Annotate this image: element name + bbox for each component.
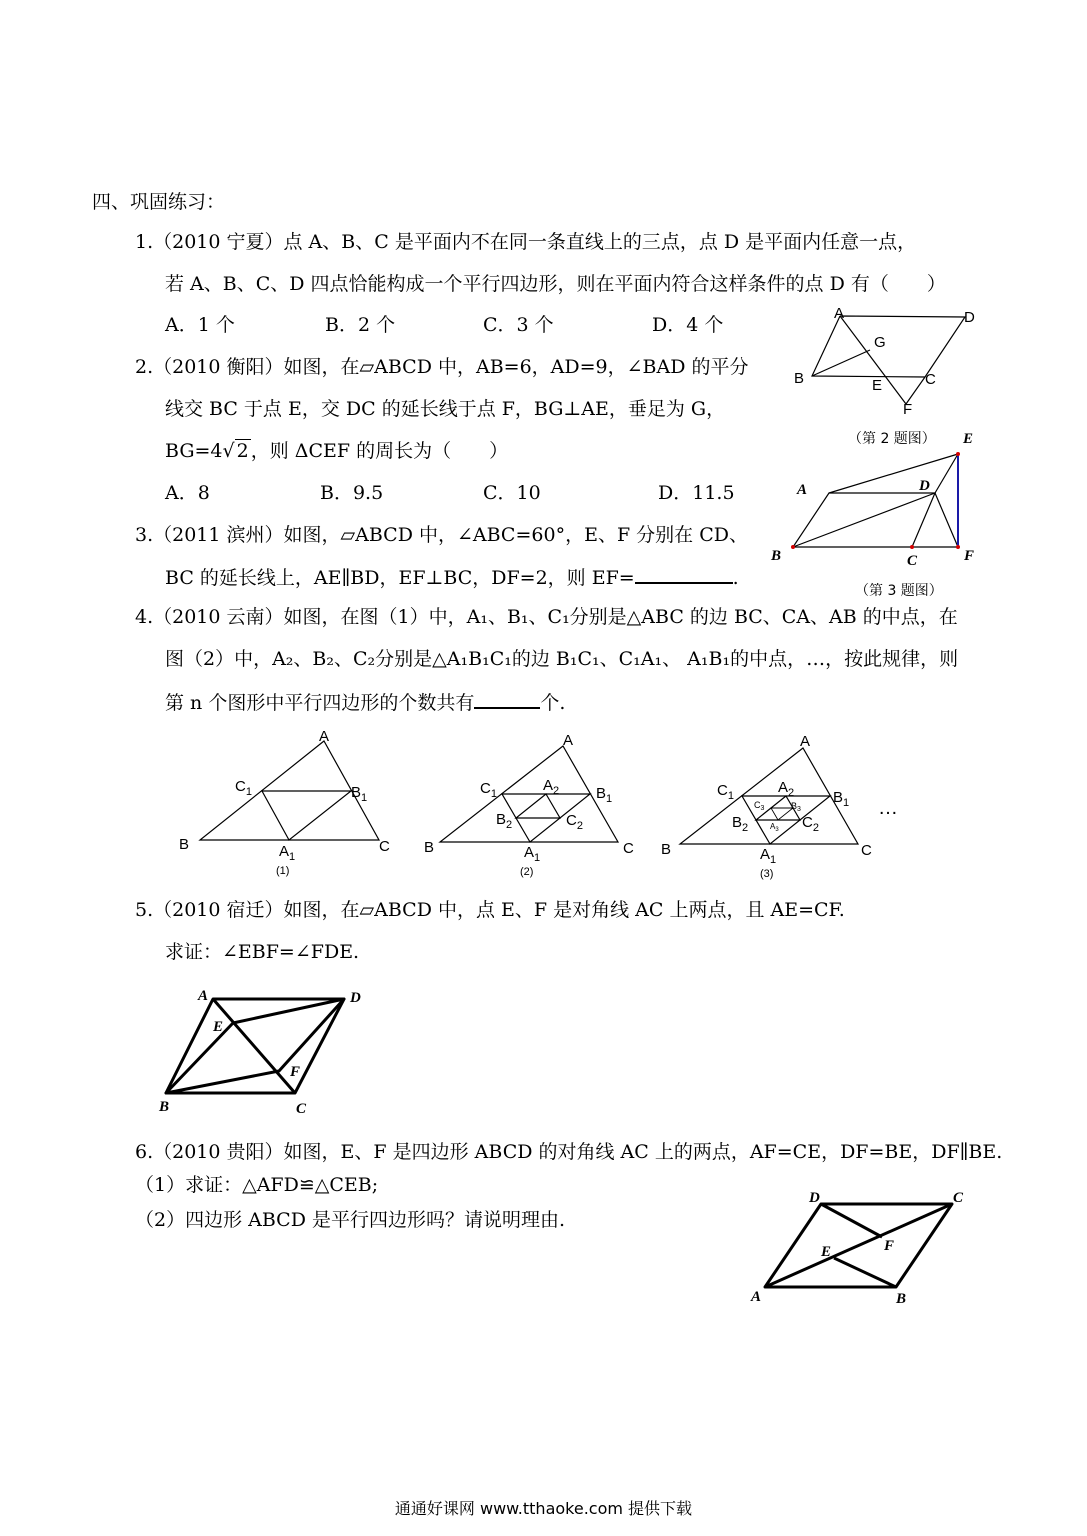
q6-segment-df: [821, 1204, 882, 1237]
q1-line2: 若 A、B、C、D 四点恰能构成一个平行四边形，则在平面内符合这样条件的点 D 有（ ）: [165, 273, 946, 295]
q5-line1: 5.（2010 宿迁）如图，在▱ABCD 中，点 E、F 是对角线 AC 上两点，且 AE=CF.: [135, 899, 845, 921]
q4-fig1-label-a: A: [319, 728, 330, 745]
q4-fig1-label-b1: $B_1$: [351, 784, 368, 804]
q4-fig2-label-a2: $A_2$: [543, 777, 560, 797]
q4-fig2-inner-triangle: [516, 794, 560, 818]
q4-fig3-label-b2: $B_2$: [732, 814, 749, 834]
q4-fig3-innermost-triangle: [771, 808, 793, 820]
q2-option-b: B．9.5: [320, 482, 384, 504]
q4-fig2-label-b2: $B_2$: [496, 811, 513, 831]
q3-point-b: [791, 545, 795, 549]
q6-label-b: B: [896, 1291, 907, 1307]
q5-label-d: D: [350, 990, 361, 1006]
q4-fig2-label-a: A: [563, 732, 574, 749]
q5-label-a: A: [198, 988, 209, 1004]
q3-line2-end: .: [732, 567, 739, 589]
q3-label-a: A: [797, 482, 808, 498]
q4-fig2-caption: (2): [520, 866, 534, 878]
q6-line1: 6.（2010 贵阳）如图，E、F 是四边形 ABCD 的对角线 AC 上的两点，AF=CE，DF=BE，DF∥BE.: [135, 1141, 1003, 1163]
q2-label-f: F: [903, 401, 913, 418]
q4-ellipsis: …: [878, 797, 898, 819]
q5-figure: [155, 980, 375, 1120]
q6-figure: [745, 1180, 980, 1315]
q4-line3-end: 个.: [540, 692, 566, 714]
q4-figure-3: [660, 730, 900, 885]
q3-df: [935, 493, 958, 547]
q4-fig1-label-c1: $C_1$: [235, 778, 252, 798]
q4-line2: 图（2）中，A₂、B₂、C₂分别是△A₁B₁C₁的边 B₁C₁、C₁A₁、 A₁B₁的中点，…，按此规律，则: [165, 648, 959, 670]
q4-fig1-label-a1: $A_1$: [279, 843, 296, 863]
q3-label-e: E: [963, 431, 974, 447]
q2-line3: [165, 439, 508, 463]
q2-label-b: B: [794, 370, 805, 387]
q4-fig3-label-a: A: [800, 733, 811, 750]
q1-option-d: D．4 个: [652, 314, 724, 336]
q2-label-d: D: [964, 309, 975, 326]
q4-fig3-label-b3: $B_3$: [791, 801, 801, 813]
q3-line2: [165, 564, 739, 590]
q3-line2-text: BC 的延长线上，AE∥BD，EF⊥BC，DF=2，则 EF=: [165, 567, 635, 589]
q4-line3-text: 第 n 个图形中平行四边形的个数共有: [165, 692, 475, 714]
q2-figure-caption: （第 2 题图）: [848, 431, 936, 447]
q4-line3: [165, 689, 565, 715]
q2-label-g: G: [874, 334, 886, 351]
q3-point-c: [910, 545, 914, 549]
q3-figure: [765, 430, 985, 580]
page-footer: 通通好课网 www.tthaoke.com 提供下载: [394, 1499, 693, 1518]
q6-segment-be: [834, 1258, 896, 1287]
q1-option-a: A．1 个: [165, 314, 235, 336]
q2-option-d: D．11.5: [658, 482, 735, 504]
q3-diagonal-bd: [793, 493, 935, 547]
q2-label-a: A: [834, 305, 845, 322]
q4-fig3-caption: (3): [760, 868, 774, 880]
q2-bg: [812, 350, 870, 376]
q2-figure: [790, 300, 990, 420]
q4-fig3-label-c3: $C_3$: [754, 800, 765, 812]
q2-line1: 2.（2010 衡阳）如图，在▱ABCD 中，AB=6，AD=9，∠BAD 的平分: [135, 356, 749, 378]
q3-figure-caption: （第 3 题图）: [855, 583, 943, 599]
section-title: 四、巩固练习：: [92, 191, 226, 213]
q4-figure-1: [175, 725, 400, 880]
q4-fig2-label-b: B: [424, 839, 435, 856]
q4-fig1-label-c: C: [379, 838, 390, 855]
q2-line3-post: ，则 ΔCEF 的周长为（ ）: [250, 440, 509, 462]
q4-fig2-label-c: C: [623, 840, 634, 857]
q6-label-c: C: [953, 1190, 964, 1206]
q2-option-a: A．8: [165, 482, 210, 504]
q4-answer-blank[interactable]: [474, 689, 540, 709]
q2-parallelogram: [812, 316, 965, 377]
q3-line1: 3.（2011 滨州）如图，▱ABCD 中，∠ABC=60°，E、F 分别在 CD、: [135, 524, 748, 546]
q2-option-c: C．10: [483, 482, 541, 504]
q4-fig1-label-b: B: [179, 836, 190, 853]
q6-sub1: （1）求证：△AFD≌△CEB;: [135, 1174, 379, 1196]
q6-label-d: D: [809, 1190, 820, 1206]
q4-fig2-label-c1: $C_1$: [480, 780, 497, 800]
q3-point-f: [956, 545, 960, 549]
q4-fig3-label-b1: $B_1$: [833, 789, 850, 809]
q4-fig3-label-c2: $C_2$: [802, 814, 819, 834]
q4-fig3-label-a2: $A_2$: [778, 779, 795, 799]
q3-label-c: C: [907, 553, 918, 569]
q1-option-c: C．3 个: [483, 314, 554, 336]
q4-fig3-label-c1: $C_1$: [717, 782, 734, 802]
sqrt-radicand: 2: [236, 440, 249, 462]
q4-fig3-label-a3: $A_3$: [770, 822, 779, 833]
q5-label-b: B: [159, 1099, 170, 1115]
q2-line2: 线交 BC 于点 E，交 DC 的延长线于点 F，BG⊥AE，垂足为 G，: [165, 398, 726, 420]
q4-fig1-caption: (1): [276, 865, 290, 877]
q3-point-e: [956, 452, 960, 456]
q6-label-e: E: [821, 1244, 832, 1260]
q2-label-c: C: [925, 371, 936, 388]
q3-label-b: B: [771, 548, 782, 564]
q4-fig1-medial-triangle: [262, 791, 351, 840]
q4-line1: 4.（2010 云南）如图，在图（1）中，A₁、B₁、C₁分别是△ABC 的边 BC、CA、AB 的中点，在: [135, 606, 958, 628]
q2-line3-pre: BG=4: [165, 440, 223, 462]
q4-fig2-label-a1: $A_1$: [524, 844, 541, 864]
q5-label-f: F: [290, 1064, 301, 1080]
q2-label-e: E: [872, 377, 883, 394]
q4-fig3-label-c: C: [861, 842, 872, 859]
q2-dc-extension: [906, 377, 925, 404]
q3-label-d: D: [919, 478, 930, 494]
q3-label-f: F: [964, 548, 975, 564]
q6-label-f: F: [884, 1238, 895, 1254]
q4-fig3-label-b: B: [661, 841, 672, 858]
sqrt-symbol: √ 2: [222, 440, 249, 462]
q3-answer-blank[interactable]: [635, 564, 733, 584]
q4-fig2-label-b1: $B_1$: [596, 785, 613, 805]
q6-sub2: （2）四边形 ABCD 是平行四边形吗？请说明理由.: [135, 1209, 566, 1231]
q5-label-e: E: [213, 1019, 224, 1035]
q4-figure-2: [420, 730, 645, 885]
q5-label-c: C: [296, 1101, 307, 1117]
q4-fig3-label-a1: $A_1$: [760, 846, 777, 866]
q1-line1: 1.（2010 宁夏）点 A、B、C 是平面内不在同一条直线上的三点，点 D 是平面内任意一点，: [135, 231, 917, 253]
q1-option-b: B．2 个: [325, 314, 396, 336]
q5-line2: 求证：∠EBF=∠FDE.: [165, 941, 360, 963]
q4-fig2-label-c2: $C_2$: [566, 812, 583, 832]
q6-label-a: A: [751, 1289, 762, 1305]
